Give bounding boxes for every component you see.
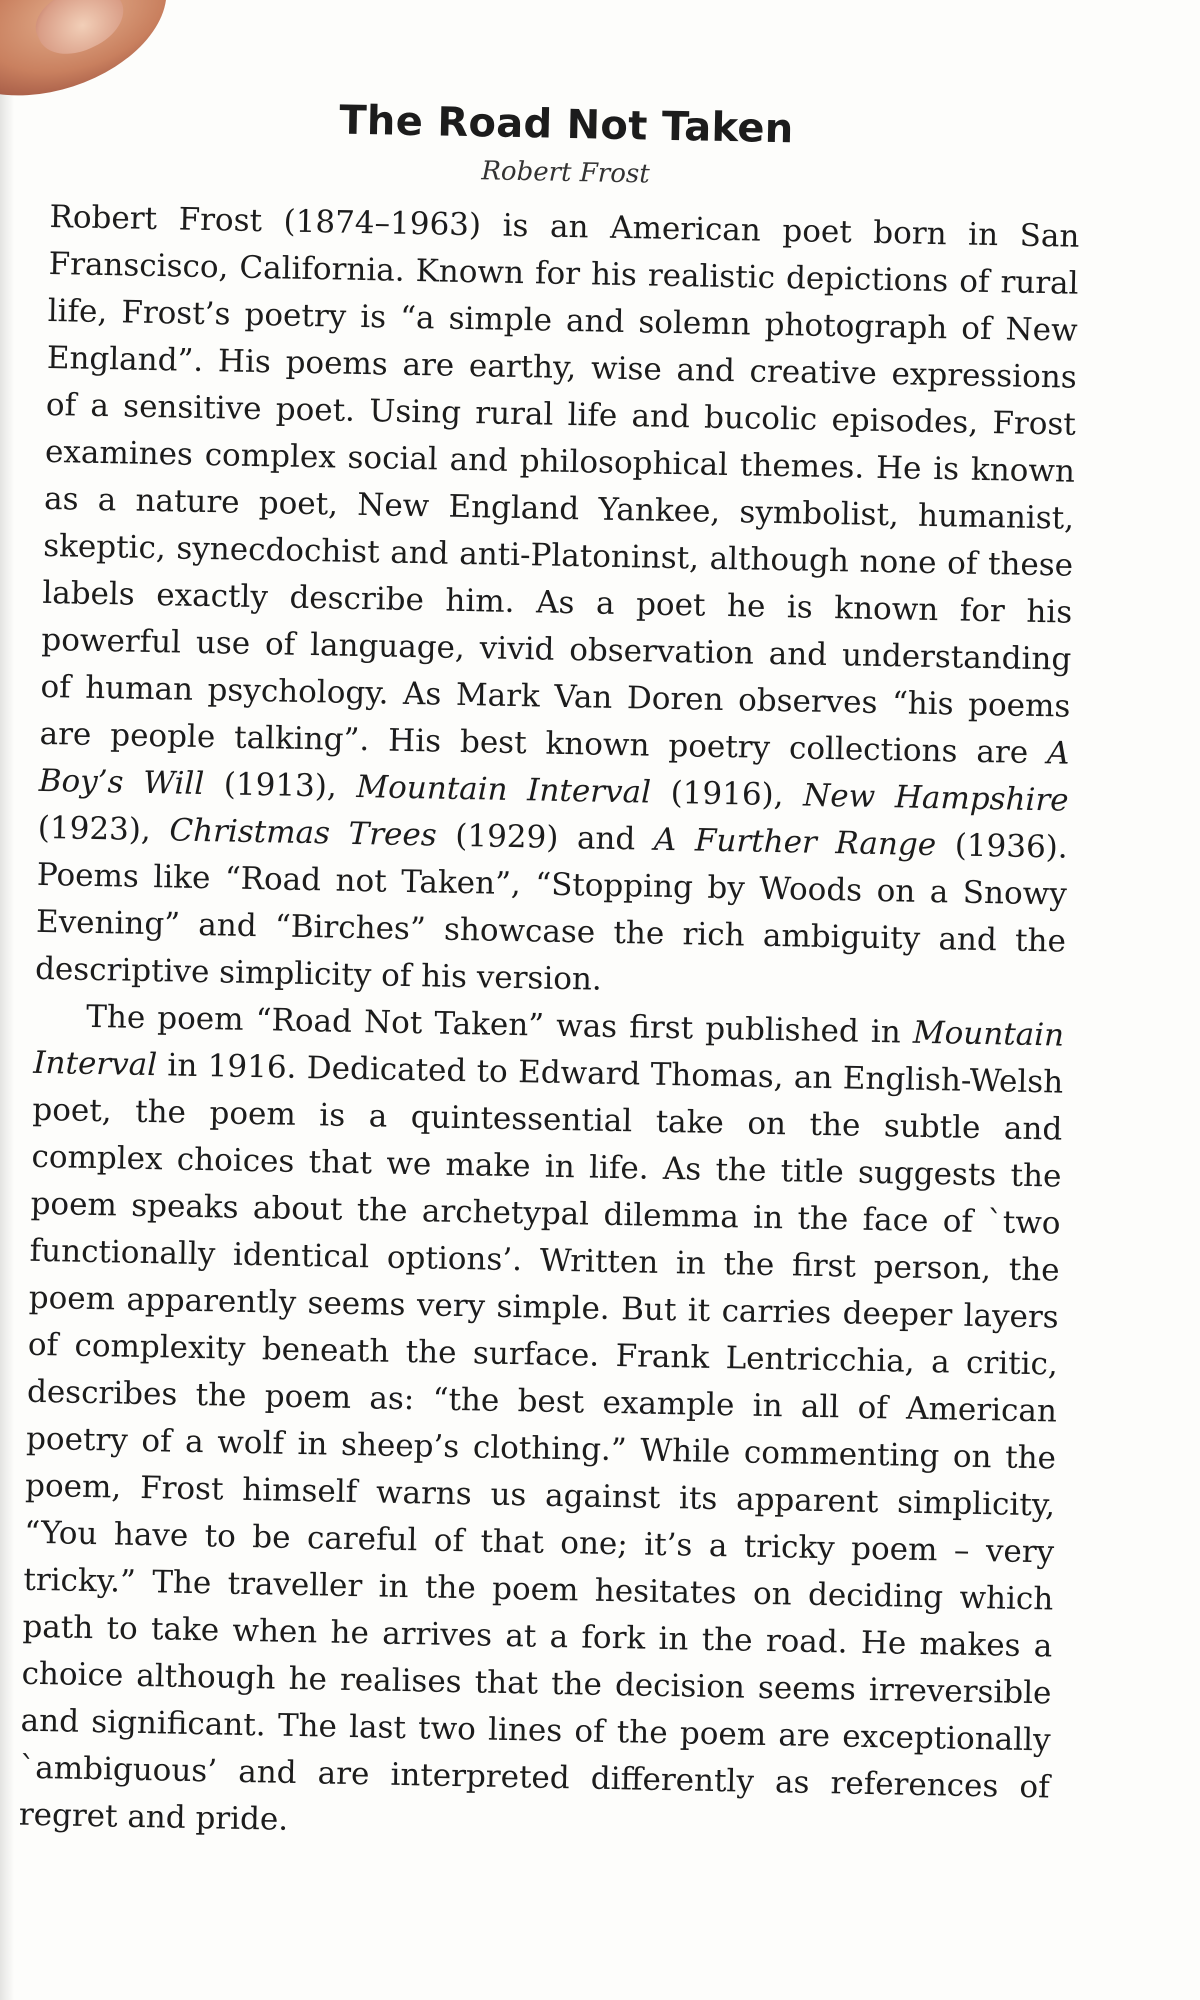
italic-title: New Hampshire [802,777,1069,819]
italic-title: A Boy’s Will [38,735,1070,803]
page-content [18,92,1081,1858]
poem-title: The Road Not Taken [338,97,795,153]
italic-title: Mountain Interval [33,1014,1065,1084]
biography-paragraph [35,194,1080,1013]
poem-author: Robert Frost [481,156,650,190]
text-run: (1916), [650,774,804,814]
text-run: (1936). Poems like “Road not Taken”, “Stopping by Woods on a Snowy Evening” and “Birches” showcase the rich ambiguity and the descriptive simplicity of his version. [34,827,1069,998]
poem-analysis-paragraph [18,993,1064,1859]
italic-title: Mountain Interval [356,768,652,811]
italic-title: A Further Range [653,821,937,864]
text-run: (1923), [37,809,170,849]
text-run: (1913), [203,766,357,805]
text-run: (1929) and [436,817,655,858]
italic-title: Christmas Trees [169,812,438,854]
text-run: Robert Frost (1874–1963) is an American poet born in San Franscisco, California. Known for his realistic depictions of rural life, Frost’s poetry is “a simple and solemn photograph of New England”. His poems are earthy, wise and creative expressions of a sensitive poet. Using rural life and bucolic episodes, Frost examines complex social and philosophical themes. He is known as a nature poet, New England Yankee, symbolist, humanist, skeptic, synecdochist and anti-Platoninst, although none of these labels exactly describe him. As a poet he is known for his powerful use of language, vivid observation and understanding of human psychology. As Mark Van Doren observes “his poems are people talking”. His best known poetry collections are [39,198,1080,772]
text-run: in 1916. Dedicated to Edward Thomas, an English-Welsh poet, the poem is a quintessential take on the subtle and complex choices that we make in life. As the title suggests the poem speaks about the archetypal dilemma in the face of `two functionally identical options’. Written in the first person, the poem apparently seems very simple. But it carries deeper layers of complexity beneath the surface. Frank Lentricchia, a critic, describes the poem as: “the best example in all of American poetry of a wolf in sheep’s clothing.” While commenting on the poem, Frost himself warns us against its apparent simplicity, “You have to be careful of that one; it’s a tricky poem – very tricky.” The traveller in the poem hesitates on deciding which path to take when he arrives at a fork in the road. He makes a choice although he realises that the decision seems irreversible and significant. The last two lines of the poem are exceptionally `ambiguous’ and are interpreted differently as references of regret and pride. [18,1047,1064,1838]
text-run: The poem “Road Not Taken” was first published in [85,998,914,1051]
page-edge-shadow [0,0,14,2000]
